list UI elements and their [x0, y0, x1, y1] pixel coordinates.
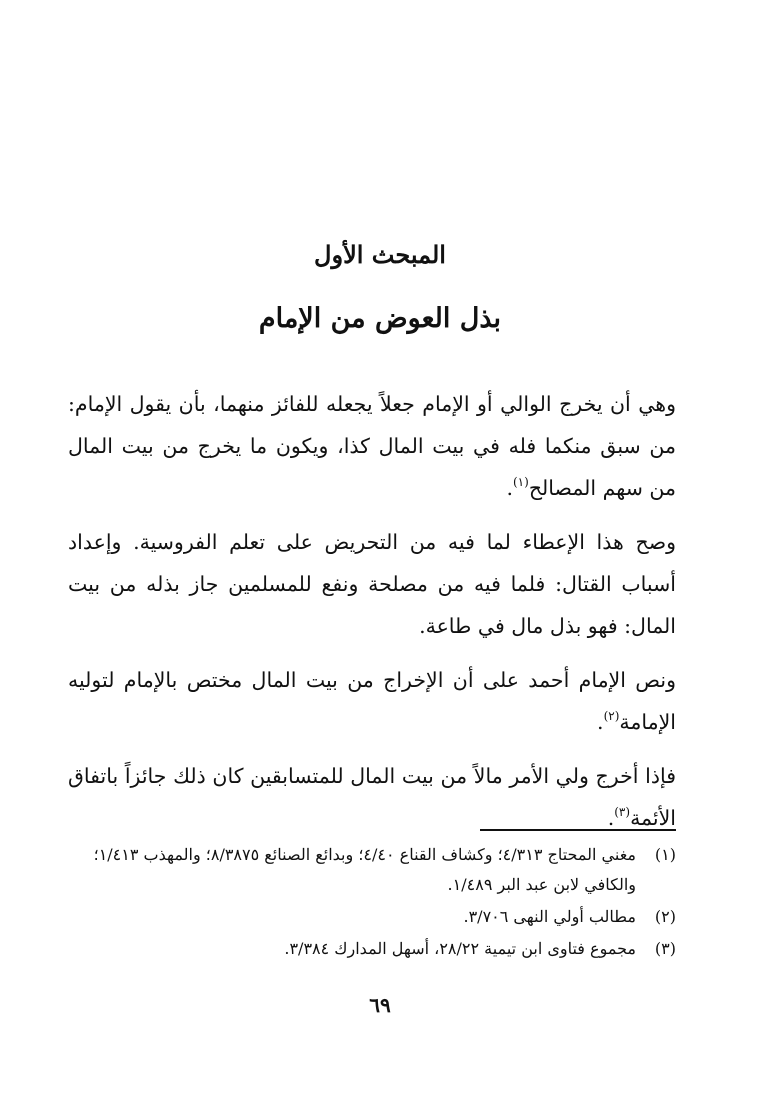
paragraph-end: . [607, 806, 615, 830]
footnote-text: مغني المحتاج ٤/٣١٣؛ وكشاف القناع ٤/٤٠؛ وبدائع الصنائع ٨/٣٨٧٥؛ والمهذب ١/٤١٣؛ والكافي لابن عبد البر ١/٤٨٩. [93, 845, 636, 894]
footnote [68, 840, 676, 900]
page-number: ٦٩ [369, 993, 391, 1017]
chapter-title: المبحث الأول [314, 240, 446, 269]
paragraph-text: وهي أن يخرج الوالي أو الإمام جعلاً يجعله للفائز منهما، بأن يقول الإمام: من سبق منكما فله في بيت المال كذا، ويكون ما يخرج من بيت المال من سهم المصالح [68, 392, 676, 500]
footnote-ref: (١) [512, 475, 529, 489]
footnote-ref: (٣) [614, 805, 631, 819]
paragraph [68, 755, 676, 839]
section-title: بذل العوض من الإمام [258, 303, 502, 334]
paragraph-text: فإذا أخرج ولي الأمر مالاً من بيت المال للمتسابقين كان ذلك جائزاً باتفاق الأئمة [68, 764, 676, 830]
footnote-ref: (٢) [603, 709, 620, 723]
paragraph-end: . [597, 710, 604, 734]
paragraph-end: . [506, 476, 513, 500]
paragraph-text: وصح هذا الإعطاء لما فيه من التحريض على تعلم الفروسية. وإعداد أسباب القتال: فلما فيه من مصلحة ونفع للمسلمين جاز بذله من بيت المال: فهو بذل مال في طاعة. [68, 530, 676, 638]
footnote [68, 902, 676, 932]
footnote-divider [480, 829, 676, 831]
paragraph-text: ونص الإمام أحمد على أن الإخراج من بيت المال مختص بالإمام لتوليه الإمامة [68, 668, 676, 734]
paragraph [68, 521, 676, 647]
footnote-text: مطالب أولي النهى ٣/٧٠٦. [463, 907, 636, 926]
footnote-number: (٢) [654, 907, 676, 926]
footnote [68, 934, 676, 964]
paragraph [68, 659, 676, 743]
paragraph [68, 383, 676, 509]
footnotes [68, 840, 676, 966]
footnote-text: مجموع فتاوى ابن تيمية ٢٨/٢٢، أسهل المدارك ٣/٣٨٤. [284, 939, 636, 958]
body-text [68, 383, 676, 851]
footnote-number: (١) [654, 845, 676, 864]
footnote-number: (٣) [654, 939, 676, 958]
